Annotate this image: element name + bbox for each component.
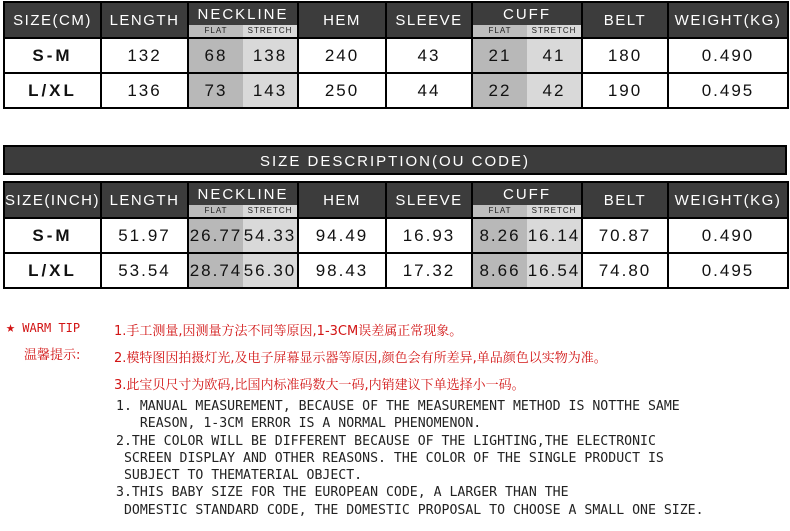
tip-cn-line-3: 3.此宝贝尺寸为欧码,比国内标准码数大一码,内销建议下单选择小一码。 <box>114 378 525 393</box>
cell-weight: 0.490 <box>668 218 788 253</box>
cell-sleeve: 44 <box>386 73 472 108</box>
cell-weight: 0.495 <box>668 73 788 108</box>
table-row <box>4 73 788 108</box>
cell-cuff-stretch: 42 <box>527 74 581 107</box>
cell-cuff-stretch: 41 <box>527 39 581 72</box>
cell-cuff-stretch: 16.14 <box>527 219 581 252</box>
header-hem: HEM <box>298 182 386 218</box>
header-cuff-label: CUFF <box>503 186 551 203</box>
table-header-row <box>4 2 788 38</box>
cell-size: L/XL <box>4 253 101 288</box>
cell-belt: 190 <box>582 73 668 108</box>
cell-cuff-flat: 8.66 <box>473 254 527 287</box>
header-flat: FLAT <box>189 25 243 37</box>
header-weight: WEIGHT(KG) <box>668 2 788 38</box>
star-icon: ★ <box>6 318 16 336</box>
cell-neck-flat: 28.74 <box>189 254 243 287</box>
cell-length: 136 <box>101 73 188 108</box>
header-neckline-label: NECKLINE <box>197 186 289 203</box>
cell-hem: 94.49 <box>298 218 386 253</box>
cell-neckline <box>188 253 298 288</box>
cell-neckline <box>188 73 298 108</box>
cell-cuff <box>472 218 582 253</box>
cell-size: S-M <box>4 218 101 253</box>
table-header-row <box>4 182 788 218</box>
header-belt: BELT <box>582 182 668 218</box>
cell-cuff-flat: 8.26 <box>473 219 527 252</box>
cell-cuff-stretch: 16.54 <box>527 254 581 287</box>
header-flat: FLAT <box>473 25 527 37</box>
warm-tip-text: WARM TIP <box>22 321 81 335</box>
header-sleeve: SLEEVE <box>386 2 472 38</box>
cell-hem: 240 <box>298 38 386 73</box>
cell-neck-stretch: 56.30 <box>243 254 297 287</box>
cell-belt: 70.87 <box>582 218 668 253</box>
cell-hem: 98.43 <box>298 253 386 288</box>
header-cuff <box>472 2 582 38</box>
warm-tip-label-cn: 温馨提示: <box>24 348 81 363</box>
cell-sleeve: 17.32 <box>386 253 472 288</box>
cell-neck-stretch: 143 <box>243 74 297 107</box>
cell-neckline <box>188 218 298 253</box>
cell-size: L/XL <box>4 73 101 108</box>
cell-length: 132 <box>101 38 188 73</box>
header-sleeve: SLEEVE <box>386 182 472 218</box>
size-description-banner: SIZE DESCRIPTION(OU CODE) <box>3 145 787 175</box>
cell-cuff-flat: 21 <box>473 39 527 72</box>
header-weight: WEIGHT(KG) <box>668 182 788 218</box>
cell-cuff <box>472 38 582 73</box>
size-table-cm <box>3 1 789 109</box>
header-stretch: STRETCH <box>243 25 297 37</box>
header-cuff-label: CUFF <box>503 6 551 23</box>
cell-cuff <box>472 73 582 108</box>
table-row <box>4 253 788 288</box>
header-stretch: STRETCH <box>243 205 297 217</box>
cell-neck-stretch: 138 <box>243 39 297 72</box>
cell-hem: 250 <box>298 73 386 108</box>
table-row <box>4 38 788 73</box>
header-size: SIZE(CM) <box>4 2 101 38</box>
header-belt: BELT <box>582 2 668 38</box>
cell-weight: 0.495 <box>668 253 788 288</box>
cell-cuff <box>472 253 582 288</box>
header-flat: FLAT <box>189 205 243 217</box>
cell-sleeve: 16.93 <box>386 218 472 253</box>
cell-length: 53.54 <box>101 253 188 288</box>
header-neckline <box>188 2 298 38</box>
cell-belt: 74.80 <box>582 253 668 288</box>
header-flat: FLAT <box>473 205 527 217</box>
header-stretch: STRETCH <box>527 25 581 37</box>
table-row <box>4 218 788 253</box>
header-length: LENGTH <box>101 2 188 38</box>
header-size: SIZE(INCH) <box>4 182 101 218</box>
tip-en-text: 1. MANUAL MEASUREMENT, BECAUSE OF THE MEASUREMENT METHOD IS NOTTHE SAME REASON, 1-3CM ERROR IS A NORMAL PHENOMENON. 2.THE COLOR WILL BE DIFFERENT BECAUSE OF THE LIGHTING,THE ELECTRONIC SCREEN DISPLAY AND OTHER REASONS. THE COLOR OF THE SINGLE PRODUCT IS SUBJECT TO THEMATERIAL OBJECT. 3.THIS BABY SIZE FOR THE EUROPEAN CODE, A LARGER THAN THE DOMESTIC STANDARD CODE, THE DOMESTIC PROPOSAL TO CHOOSE A SMALL ONE SIZE. <box>116 399 704 518</box>
tip-cn-line-1: 1.手工测量,因测量方法不同等原因,1-3CM误差属正常现象。 <box>114 324 463 339</box>
size-table-inch <box>3 181 789 289</box>
cell-neckline <box>188 38 298 73</box>
warm-tip-label <box>6 318 80 336</box>
cell-length: 51.97 <box>101 218 188 253</box>
header-neckline-label: NECKLINE <box>197 6 289 23</box>
header-hem: HEM <box>298 2 386 38</box>
tip-cn-line-2: 2.模特图因拍摄灯光,及电子屏幕显示器等原因,颜色会有所差异,单品颜色以实物为准。 <box>114 351 607 366</box>
cell-cuff-flat: 22 <box>473 74 527 107</box>
cell-weight: 0.490 <box>668 38 788 73</box>
header-neckline <box>188 182 298 218</box>
header-length: LENGTH <box>101 182 188 218</box>
header-cuff <box>472 182 582 218</box>
cell-belt: 180 <box>582 38 668 73</box>
cell-sleeve: 43 <box>386 38 472 73</box>
cell-neck-flat: 73 <box>189 74 243 107</box>
cell-neck-flat: 68 <box>189 39 243 72</box>
cell-size: S-M <box>4 38 101 73</box>
header-stretch: STRETCH <box>527 205 581 217</box>
cell-neck-stretch: 54.33 <box>243 219 297 252</box>
cell-neck-flat: 26.77 <box>189 219 243 252</box>
